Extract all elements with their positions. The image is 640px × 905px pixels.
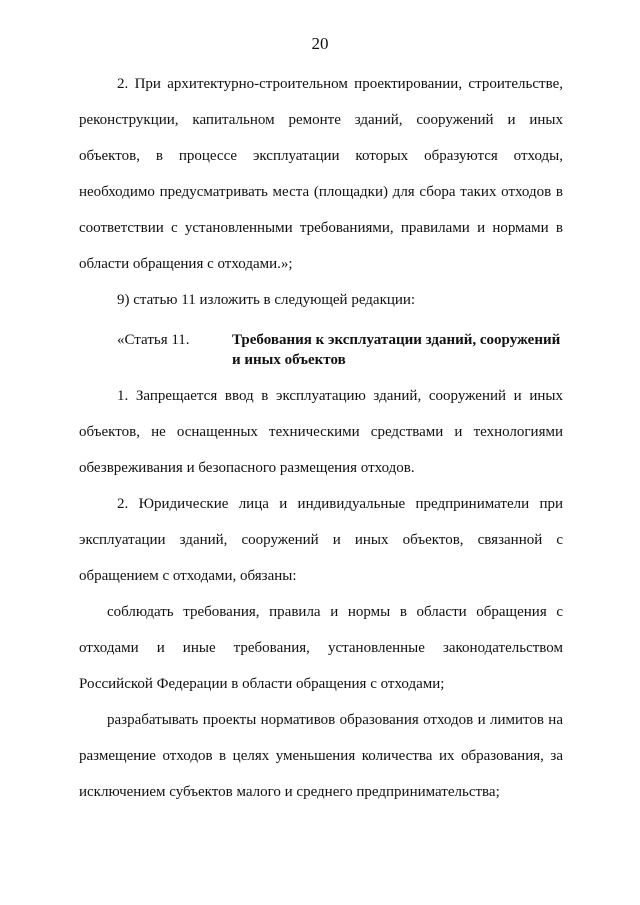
paragraph-2-design: 2. При архитектурно-строительном проектировании, строительстве, реконструкции, капитальном ремонте зданий, сооружений и иных объектов, в процессе эксплуатации которых образуются отходы, необходимо предусматривать места (площадки) для сбора таких отходов в соответствии с установленными требованиями, правилами и нормами в области обращения с отходами.»; — [79, 76, 563, 272]
article-paragraph-1: 1. Запрещается ввод в эксплуатацию зданий, сооружений и иных объектов, не оснащенных техническими средствами и технологиями обезвреживания и безопасного размещения отходов. — [79, 388, 563, 476]
paragraph-item-9: 9) статью 11 изложить в следующей редакции: — [117, 292, 416, 308]
article-paragraph-2: 2. Юридические лица и индивидуальные предприниматели при эксплуатации зданий, сооружений и иных объектов, связанной с обращением с отходами, обязаны: — [79, 496, 563, 584]
article-label: «Статья 11. — [117, 332, 190, 348]
document-body — [79, 66, 563, 810]
article-title: Требования к эксплуатации зданий, сооружений и иных объектов — [232, 332, 561, 368]
page-number: 20 — [311, 34, 329, 53]
article-heading — [79, 324, 563, 370]
obligation-item-develop-norms: разрабатывать проекты нормативов образования отходов и лимитов на размещение отходов в целях уменьшения количества их образования, за исключением субъектов малого и среднего предпринимательства; — [79, 712, 563, 800]
obligation-item-comply: соблюдать требования, правила и нормы в области обращения с отходами и иные требования, установленные законодательством Российской Федерации в области обращения с отходами; — [79, 604, 563, 692]
